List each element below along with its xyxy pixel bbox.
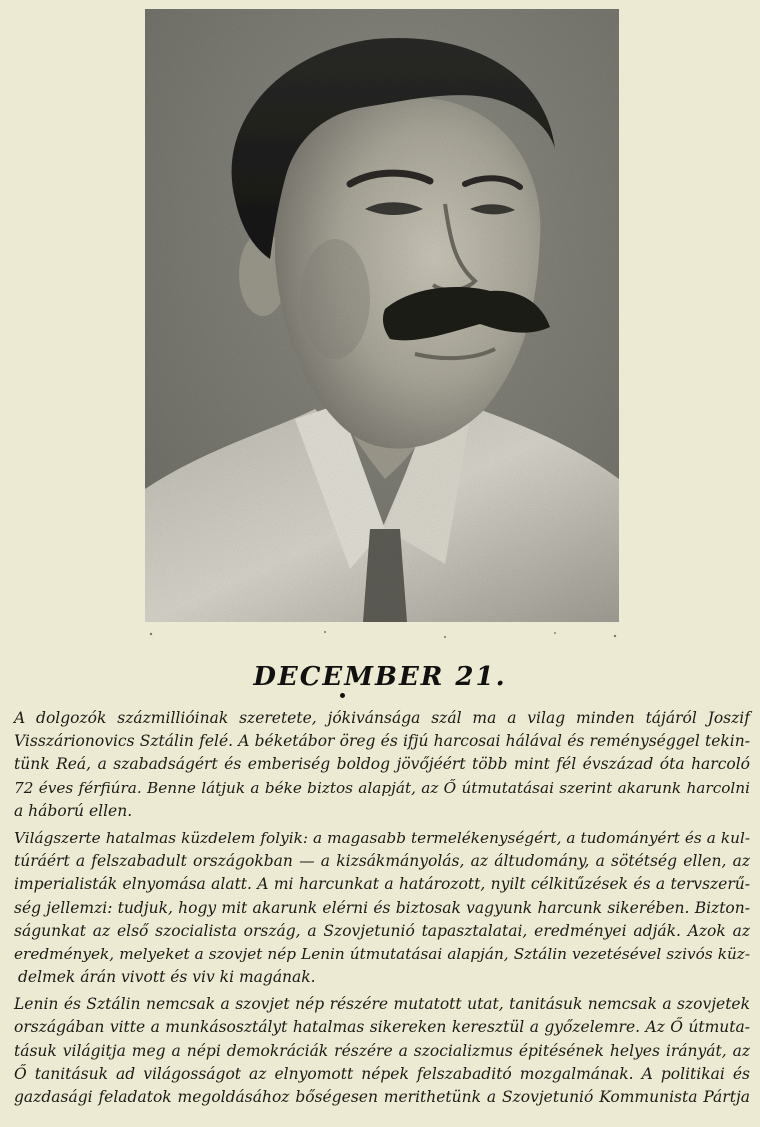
text-line: Ő tanitásuk ad világosságot az elnyomott népek felszabaditó mozgalmának. A politikai és: [14, 1064, 750, 1083]
text-line: eredmények, melyeket a szovjet nép Lenin útmutatásai alapján, Sztálin vezetésével szivós küz-: [14, 944, 750, 963]
text-line: tünk Reá, a szabadságért és emberiség boldog jövőjéért több mint fél évszázad óta harcoló: [14, 755, 750, 774]
text-line: tásuk világitja meg a népi demokráciák részére a szocializmus épitésének helyes irányát, az: [14, 1041, 750, 1060]
text-line: gazdasági feladatok megoldásához bőségesen merithetünk a Szovjetunió Kommunista Pártja: [14, 1088, 750, 1106]
scan-specks: [145, 628, 619, 642]
text-line: ságunkat az első szocialista ország, a Szovjetunió tapasztalatai, eredményei adják. Azok az: [14, 921, 750, 940]
text-line: a háború ellen.: [14, 801, 133, 820]
paragraph-3: [14, 993, 750, 1109]
text-line: delmek árán vivott és viv ki magának.: [18, 968, 316, 987]
text-line: imperialisták elnyomása alatt. A mi harcunkat a határozott, nyilt célkitűzések és a tervszerű-: [14, 875, 750, 894]
portrait-illustration: [145, 9, 619, 622]
title-bullet-dot: [340, 693, 345, 698]
text-line: Lenin és Sztálin nemcsak a szovjet nép részére mutatott utat, tanitásuk nemcsak a szovjetek: [14, 995, 750, 1014]
text-line: Világszerte hatalmas küzdelem folyik: a magasabb termelékenységért, a tudományért és a kul-: [14, 828, 750, 847]
article-body: [14, 707, 750, 1109]
text-line: 72 éves férfiúra. Benne látjuk a béke biztos alapját, az Ő útmutatásai szerint akarunk harcolni: [14, 778, 750, 797]
text-line: A dolgozók százmillióinak szeretete, jókivánsága szál ma a vilag minden tájáról Joszif: [14, 709, 750, 727]
text-line: Visszárionovics Sztálin felé. A béketábor öreg és ifjú harcosai hálával és reménységgel tekin-: [14, 732, 750, 751]
page-title: DECEMBER 21.: [253, 662, 507, 692]
paragraph-1: [14, 707, 750, 823]
text-line: ség jellemzi: tudjuk, hogy mit akarunk elérni és biztosak vagyunk harcunk sikerében. Bizton-: [14, 898, 750, 917]
paragraph-2: [14, 827, 750, 989]
portrait-photo: [145, 9, 619, 622]
text-line: országában vitte a munkásosztályt hatalmas sikereken keresztül a győzelemre. Az Ő útmuta-: [14, 1018, 750, 1037]
text-line: túráért a felszabadult országokban — a kizsákmányolás, az áltudomány, a sötétség ellen, az: [14, 852, 750, 871]
